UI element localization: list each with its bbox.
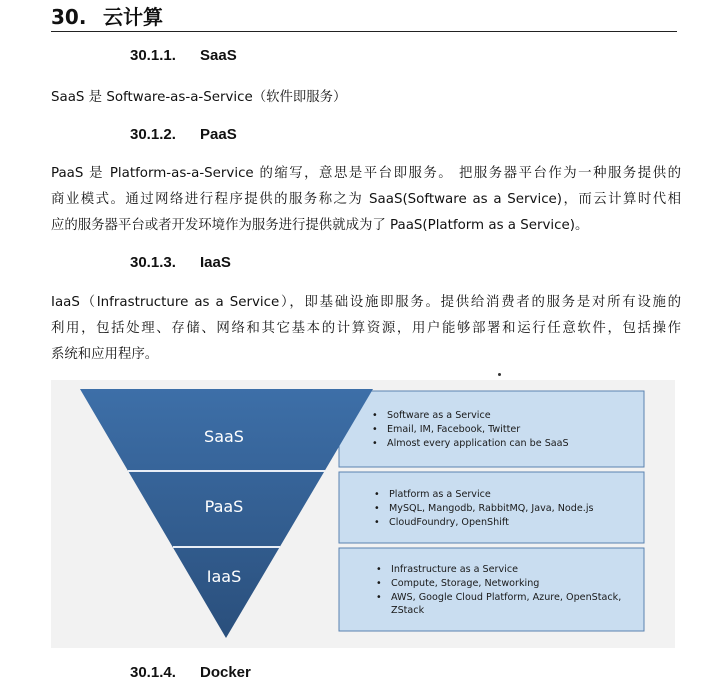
section-heading-iaas	[130, 254, 231, 271]
section-heading-paas	[130, 126, 237, 143]
paragraph-line: 应的服务器平台或者开发环境作为服务进行提供就成为了 PaaS(Platform as a Service)。	[51, 218, 589, 233]
section-title: SaaS	[200, 47, 237, 64]
bullet-dot: •	[376, 578, 382, 589]
bullet-text: Email, IM, Facebook, Twitter	[387, 424, 521, 435]
section-title: PaaS	[200, 126, 237, 143]
bullet-text: Almost every application can be SaaS	[387, 438, 569, 449]
chapter-number: 30.	[51, 5, 87, 29]
layer-label-saas: SaaS	[204, 427, 244, 446]
section-title: IaaS	[200, 254, 231, 271]
bullet-dot: •	[372, 424, 378, 435]
stray-mark	[498, 373, 501, 376]
bullet-dot: •	[374, 517, 380, 528]
bullet-text: AWS, Google Cloud Platform, Azure, OpenStack,	[391, 592, 622, 603]
cloud-service-model-diagram	[51, 380, 675, 648]
layer-label-paas: PaaS	[204, 497, 244, 516]
paragraph-saas	[51, 85, 681, 111]
bullet-text: Infrastructure as a Service	[391, 564, 519, 575]
paragraph-line: PaaS 是 Platform-as-a-Service 的缩写，意思是平台即服务。 把服务器平台作为一种服务提供的	[51, 166, 681, 181]
chapter-heading	[51, 3, 677, 32]
bullet-text: Compute, Storage, Networking	[391, 578, 540, 589]
bullet-dot: •	[376, 564, 382, 575]
chapter-title: 云计算	[103, 5, 163, 29]
layer-label-iaas: IaaS	[206, 567, 242, 586]
bullet-text: CloudFoundry, OpenShift	[389, 517, 509, 528]
paragraph-line: 系统和应用程序。	[51, 347, 159, 362]
bullet-text: Software as a Service	[387, 410, 491, 421]
bullet-text: Platform as a Service	[389, 489, 491, 500]
bullet-text-continuation: ZStack	[391, 605, 425, 616]
bullet-dot: •	[372, 410, 378, 421]
pyramid-diagram-svg	[51, 380, 675, 648]
section-number: 30.1.1.	[130, 47, 176, 64]
paragraph-iaas	[51, 290, 681, 368]
paragraph-line: IaaS（Infrastructure as a Service），即基础设施即服务。提供给消费者的服务是对所有设施的	[51, 295, 681, 310]
iaas-description-box	[339, 548, 644, 631]
section-number: 30.1.4.	[130, 664, 176, 681]
section-heading-saas	[130, 47, 237, 64]
section-title: Docker	[200, 664, 251, 681]
bullet-dot: •	[374, 489, 380, 500]
paragraph-line: 利用，包括处理、存储、网络和其它基本的计算资源，用户能够部署和运行任意软件，包括操作	[51, 321, 681, 336]
section-number: 30.1.2.	[130, 126, 176, 143]
paragraph-line: 商业模式。通过网络进行程序提供的服务称之为 SaaS(Software as a Service)，而云计算时代相	[51, 192, 681, 207]
section-heading-docker	[130, 664, 251, 681]
bullet-dot: •	[376, 592, 382, 603]
bullet-text: MySQL, Mangodb, RabbitMQ, Java, Node.js	[389, 503, 594, 514]
bullet-dot: •	[374, 503, 380, 514]
paragraph-line: SaaS 是 Software-as-a-Service（软件即服务）	[51, 90, 347, 105]
section-number: 30.1.3.	[130, 254, 176, 271]
paragraph-paas	[51, 161, 681, 239]
bullet-dot: •	[372, 438, 378, 449]
